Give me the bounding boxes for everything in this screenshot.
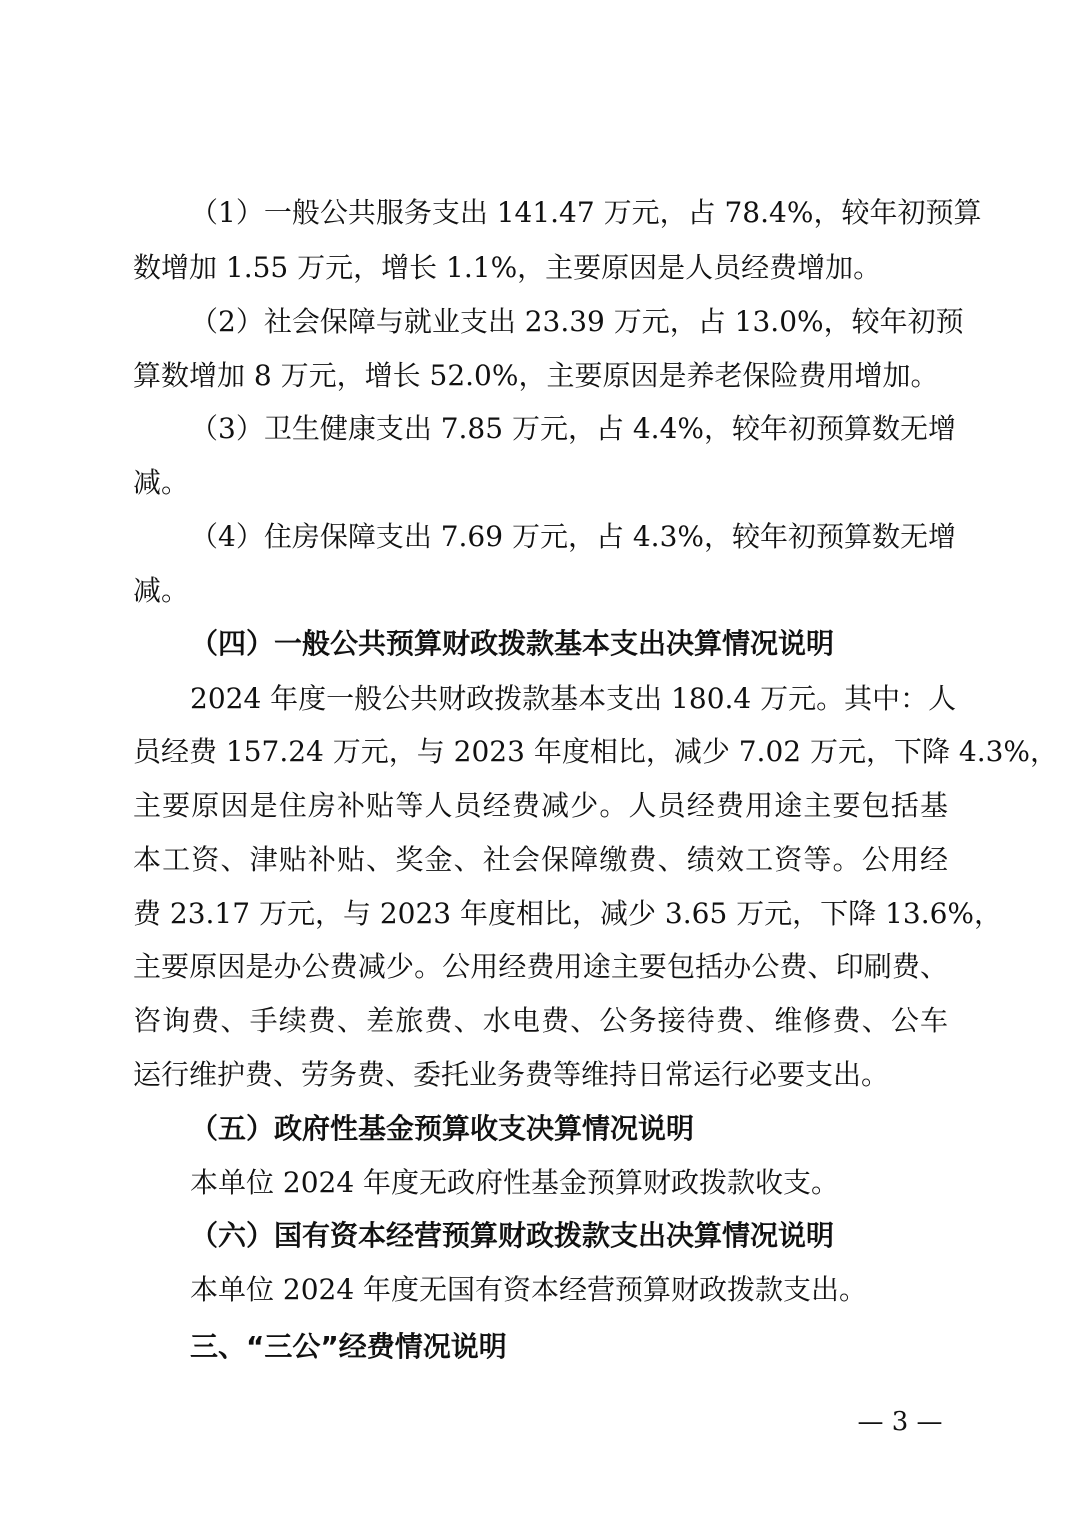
section-4-line-6: 主要原因是办公费减少。公用经费用途主要包括办公费、印刷费、: [133, 950, 948, 983]
paragraph-4-line-2: 减。: [133, 574, 190, 607]
section-4-heading: （四）一般公共预算财政拨款基本支出决算情况说明: [190, 627, 835, 660]
section-4-line-3: 主要原因是住房补贴等人员经费减少。人员经费用途主要包括基: [133, 789, 948, 822]
paragraph-2-line-2: 算数增加 8 万元，增长 52.0%，主要原因是养老保险费用增加。: [133, 359, 939, 392]
section-4-line-2: 员经费 157.24 万元，与 2023 年度相比，减少 7.02 万元，下降 4.3%，: [133, 735, 1059, 768]
section-5-text: 本单位 2024 年度无政府性基金预算财政拨款收支。: [190, 1166, 840, 1199]
page-number: — 3 —: [857, 1407, 943, 1437]
section-6-heading: （六）国有资本经营预算财政拨款支出决算情况说明: [190, 1219, 835, 1252]
section-4-line-7: 咨询费、手续费、差旅费、水电费、公务接待费、维修费、公车: [133, 1004, 948, 1037]
section-4-line-8: 运行维护费、劳务费、委托业务费等维持日常运行必要支出。: [133, 1058, 890, 1091]
paragraph-1-line-2: 数增加 1.55 万元，增长 1.1%，主要原因是人员经费增加。: [133, 251, 882, 284]
section-3-title: 三、“三公”经费情况说明: [190, 1330, 507, 1363]
section-4-line-1: 2024 年度一般公共财政拨款基本支出 180.4 万元。其中：人: [190, 682, 957, 715]
section-5-heading: （五）政府性基金预算收支决算情况说明: [190, 1112, 695, 1145]
paragraph-2-line-1: （2）社会保障与就业支出 23.39 万元，占 13.0%，较年初预: [190, 305, 964, 338]
section-4-line-5: 费 23.17 万元，与 2023 年度相比，减少 3.65 万元，下降 13.6%，: [133, 897, 1003, 930]
paragraph-1-line-1: （1）一般公共服务支出 141.47 万元，占 78.4%，较年初预算: [190, 196, 982, 229]
section-4-line-4: 本工资、津贴补贴、奖金、社会保障缴费、绩效工资等。公用经: [133, 843, 948, 876]
paragraph-3-line-2: 减。: [133, 466, 190, 499]
paragraph-4-line-1: （4）住房保障支出 7.69 万元，占 4.3%，较年初预算数无增: [190, 520, 956, 553]
section-6-text: 本单位 2024 年度无国有资本经营预算财政拨款支出。: [190, 1273, 868, 1306]
paragraph-3-line-1: （3）卫生健康支出 7.85 万元，占 4.4%，较年初预算数无增: [190, 412, 956, 445]
